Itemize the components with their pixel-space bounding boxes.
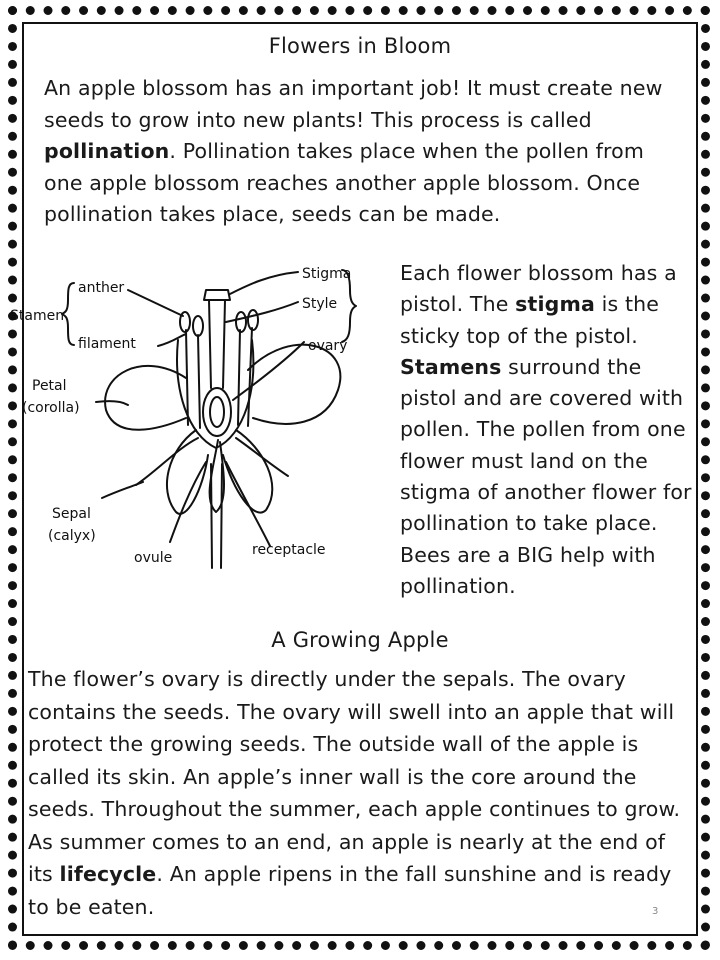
stem-shape <box>211 464 222 568</box>
ovary-shape <box>203 388 231 436</box>
growing-paragraph <box>28 663 688 923</box>
flower-diagram <box>8 250 388 590</box>
blossom-paragraph <box>400 258 692 602</box>
petal-left-shape <box>105 366 186 430</box>
intro-bold-pollination: pollination <box>44 139 170 163</box>
intro-paragraph <box>44 73 684 231</box>
label-calyx: (calyx) <box>48 528 96 544</box>
label-petal: Petal <box>32 378 67 394</box>
label-ovary: ovary <box>308 338 348 354</box>
growing-text-2: . An apple ripens in the fall sunshine and is ready to be eaten. <box>28 862 672 919</box>
section-subtitle: A Growing Apple <box>271 628 449 652</box>
petal-right-shape <box>248 345 340 424</box>
intro-text-2: . Pollination takes place when the pollen from one apple blossom reaches another apple blossom. Once pollination takes place, seeds can be made. <box>44 139 644 226</box>
label-corolla: (corolla) <box>22 400 80 416</box>
label-stigma: Stigma <box>302 266 352 282</box>
growing-text-1: The flower’s ovary is directly under the sepals. The ovary contains the seeds. The ovary will swell into an apple that will protect the growing seeds. The outside wall of the apple is called its skin. An apple’s inner wall is the core around the seeds. Throughout the summer, each apple continues to grow. As summer comes to an end, an apple is nearly at the end of its <box>28 667 681 886</box>
blossom-bold-stamens: Stamens <box>400 354 502 379</box>
blossom-text-3: surround the pistol and are covered with pollen. The pollen from one flower must land on the stigma of another flower for pollination to take place. Bees are a BIG help with pollination. <box>400 354 692 598</box>
label-stamen: Stamen <box>10 308 65 324</box>
label-filament: filament <box>78 336 136 352</box>
blossom-text-2: is the sticky top of the pistol. <box>400 292 660 348</box>
page-number: 3 <box>652 906 659 917</box>
growing-bold-lifecycle: lifecycle <box>59 862 157 886</box>
label-sepal: Sepal <box>52 506 91 522</box>
label-ovule: ovule <box>134 550 173 566</box>
label-style: Style <box>302 296 338 312</box>
label-anther: anther <box>78 280 125 296</box>
page-title: Flowers in Bloom <box>268 34 452 58</box>
diagram-labels <box>10 266 351 566</box>
intro-text-1: An apple blossom has an important job! It must create new seeds to grow into new plants! This process is called <box>44 76 663 132</box>
blossom-text-1: Each flower blossom has a pistol. The <box>400 261 677 317</box>
label-receptacle: receptacle <box>252 542 326 558</box>
blossom-bold-stigma: stigma <box>515 292 595 317</box>
